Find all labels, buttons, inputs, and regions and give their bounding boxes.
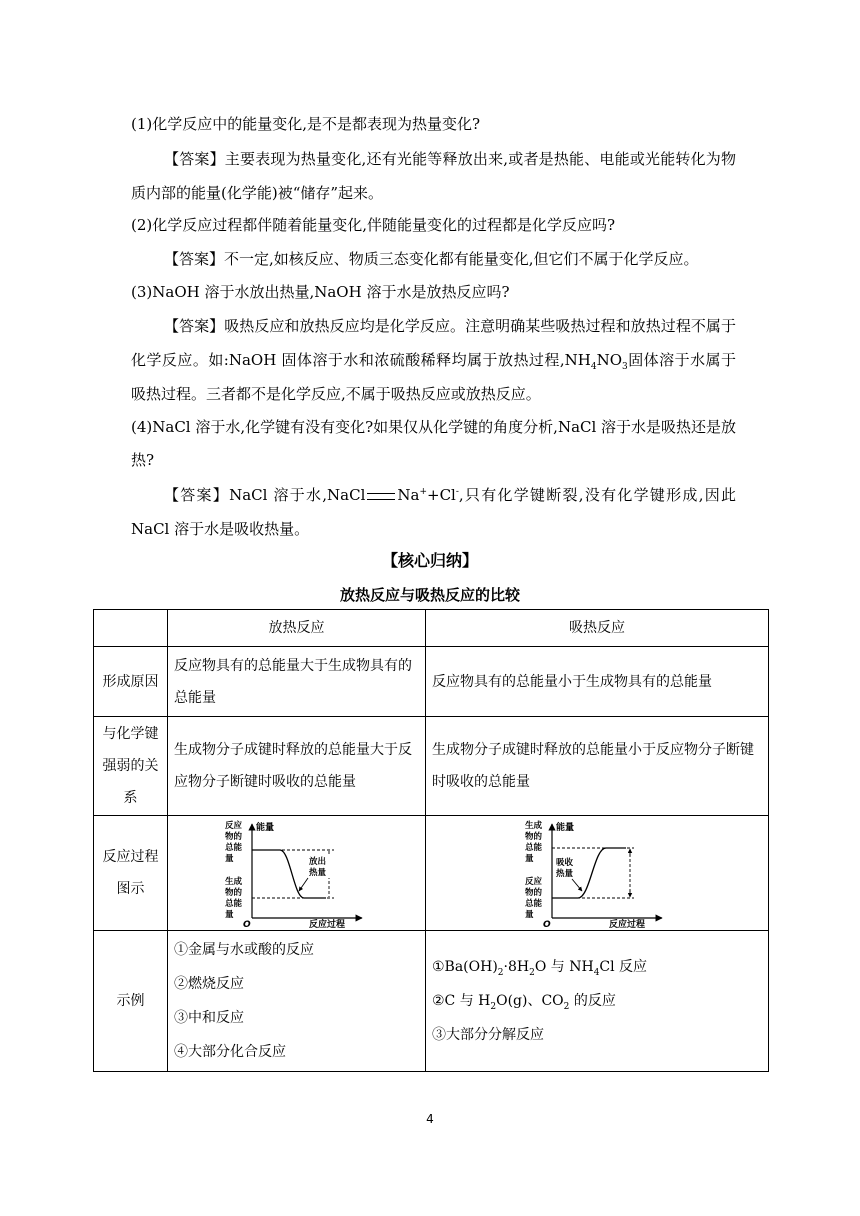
answer-text: 吸热反应和放热反应均是化学反应。注意明确某些吸热过程和放热过程不属于化学反应。如:NaOH 固体溶于水和浓硫酸稀释均属于放热过程,NH: [131, 317, 736, 369]
endothermic-energy-diagram: [522, 818, 672, 928]
table-row: [94, 931, 769, 1072]
table-corner-cell: [94, 610, 168, 647]
table-title: 放热反应与吸热反应的比较: [339, 586, 520, 604]
origin-label: O: [543, 920, 551, 928]
table-row: [94, 816, 769, 931]
list-item: ③中和反应: [174, 1010, 244, 1026]
list-item: ④大部分化合反应: [174, 1044, 286, 1060]
answer-label: 【答案】: [164, 150, 225, 168]
list-item: ③大部分分解反应: [432, 1027, 544, 1043]
equals-sign-icon: [367, 493, 395, 500]
cell-endo-diagram: [426, 816, 769, 931]
answer-4: [131, 478, 736, 546]
question-2: (2)化学反应过程都伴随着能量变化,伴随能量变化的过程都是化学反应吗?: [131, 216, 616, 234]
question-4-line-2: 热?: [131, 451, 155, 469]
answer-3: [131, 309, 736, 411]
answer-text: NaCl 溶于水,NaCl: [229, 486, 366, 504]
question-4-line-1: (4)NaCl 溶于水,化学键有没有变化?如果仅从化学键的角度分析,NaCl 溶于水是吸热还是放: [131, 418, 737, 436]
table-header-row: [94, 610, 769, 647]
answer-2: [131, 242, 736, 276]
answer-text: Na: [397, 486, 420, 504]
answer-label: 【答案】: [164, 486, 230, 504]
heat-label: 吸收 热量: [556, 858, 574, 879]
row-label-examples: 示例: [94, 931, 168, 1072]
subscript: 3: [622, 362, 628, 372]
heat-label: 放出 热量: [308, 857, 326, 878]
x-axis-label: 反应过程: [308, 920, 345, 928]
comparison-table: [93, 609, 769, 1072]
row-label-bond: 与化学键强弱的关系: [94, 717, 168, 816]
y-axis-label: 能量: [556, 823, 575, 833]
top-level-label: 生成 物的 总能 量: [525, 821, 543, 864]
cell-exo-cause: 反应物具有的总能量大于生成物具有的总能量: [168, 647, 426, 717]
row-label-diagram: 反应过程图示: [94, 816, 168, 931]
table-row: [94, 647, 769, 717]
y-axis-label: 能量: [255, 823, 274, 833]
cell-exo-bond: 生成物分子成键时释放的总能量大于反应物分子断键时吸收的总能量: [168, 717, 426, 816]
row-label-cause: 形成原因: [94, 647, 168, 717]
bottom-level-label: 生成 物的 总能 量: [224, 877, 242, 920]
question-1: (1)化学反应中的能量变化,是不是都表现为热量变化?: [131, 115, 481, 133]
list-item: ②C 与 $H_2O(g)$、$CO_2$ 的反应: [432, 993, 616, 1012]
bottom-level-label: 反应 物的 总能 量: [525, 877, 543, 920]
answer-text: 不一定,如核反应、物质三态变化都有能量变化,但它们不属于化学反应。: [224, 250, 699, 268]
answer-text: NO: [596, 351, 623, 369]
cell-exo-diagram: [168, 816, 426, 931]
origin-label: O: [242, 920, 251, 928]
answer-1: [131, 142, 736, 210]
answer-label: 【答案】: [164, 250, 225, 268]
superscript: -: [455, 487, 459, 497]
answer-label: 【答案】: [164, 317, 225, 335]
section-title: 【核心归纳】: [381, 551, 478, 570]
superscript: +: [419, 487, 427, 497]
page-number: 4: [426, 1112, 434, 1126]
col-header-endothermic: 吸热反应: [426, 610, 769, 647]
cell-endo-bond: 生成物分子成键时释放的总能量小于反应物分子断键时吸收的总能量: [426, 717, 769, 816]
table-row: [94, 717, 769, 816]
cell-endo-examples: [426, 931, 769, 1072]
exothermic-energy-diagram: [222, 818, 372, 928]
subscript: 4: [590, 362, 597, 372]
answer-text: 主要表现为热量变化,还有光能等释放出来,或者是热能、电能或光能转化为物质内部的能量(化学能)被“储存”起来。: [131, 150, 736, 202]
list-item: $①Ba(OH)_2\cdot 8H_2O$ 与 $NH_4Cl$ 反应: [432, 959, 648, 978]
x-axis-label: 反应过程: [609, 920, 646, 928]
heat-arrow: [299, 878, 308, 891]
col-header-exothermic: 放热反应: [168, 610, 426, 647]
cell-exo-examples: [168, 931, 426, 1072]
list-item: ①金属与水或酸的反应: [174, 942, 314, 958]
answer-text: +Cl: [427, 486, 456, 504]
question-3: (3)NaOH 溶于水放出热量,NaOH 溶于水是放热反应吗?: [131, 283, 510, 301]
list-item: ②燃烧反应: [174, 976, 244, 992]
answer-text: ,只有化学键断裂,没有化学键形成,因此 NaCl 溶于水是吸收热量。: [131, 486, 736, 538]
heat-arrow: [572, 879, 582, 891]
cell-endo-cause: 反应物具有的总能量小于生成物具有的总能量: [426, 647, 769, 717]
answer-text: 固体溶于水属于吸热过程。三者都不是化学反应,不属于吸热反应或放热反应。: [131, 351, 736, 403]
top-level-label: 反应 物的 总能 量: [224, 821, 242, 864]
